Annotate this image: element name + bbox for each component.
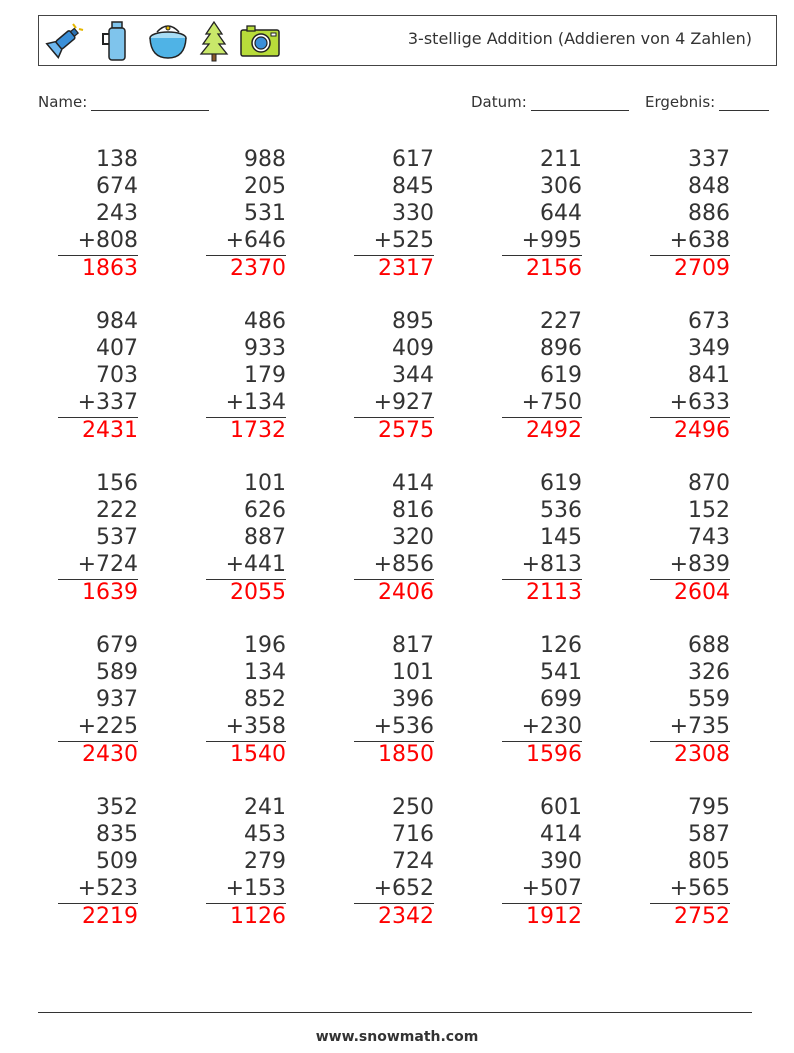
addend-with-plus: +750 [521, 390, 582, 415]
addend: 841 [688, 363, 730, 388]
addend: 852 [244, 687, 286, 712]
pot-icon [147, 20, 189, 62]
addend-with-plus: +652 [373, 876, 434, 901]
addend: 279 [244, 849, 286, 874]
addition-problem [58, 470, 138, 606]
addend: 205 [244, 174, 286, 199]
addend-with-plus: +735 [669, 714, 730, 739]
addend: 601 [540, 795, 582, 820]
addend: 414 [540, 822, 582, 847]
addition-problem [206, 794, 286, 930]
addend: 243 [96, 201, 138, 226]
addend: 835 [96, 822, 138, 847]
addend: 409 [392, 336, 434, 361]
addend: 536 [540, 498, 582, 523]
answer: 2431 [82, 418, 138, 443]
addend: 344 [392, 363, 434, 388]
addend-with-plus: +839 [669, 552, 730, 577]
answer: 2492 [526, 418, 582, 443]
addend: 509 [96, 849, 138, 874]
addend: 805 [688, 849, 730, 874]
addend-with-plus: +856 [373, 552, 434, 577]
addend-with-plus: +153 [225, 876, 286, 901]
answer: 2113 [526, 580, 582, 605]
addend: 688 [688, 633, 730, 658]
addition-problem [206, 146, 286, 282]
addend: 531 [244, 201, 286, 226]
answer: 1850 [378, 742, 434, 767]
addition-problem [502, 794, 582, 930]
answer: 2317 [378, 256, 434, 281]
addend: 453 [244, 822, 286, 847]
addend: 617 [392, 147, 434, 172]
addend: 795 [688, 795, 730, 820]
addition-problem [206, 308, 286, 444]
addend: 626 [244, 498, 286, 523]
addend: 152 [688, 498, 730, 523]
addend: 679 [96, 633, 138, 658]
worksheet-title: 3-stellige Addition (Addieren von 4 Zahlen) [407, 29, 752, 48]
addend: 703 [96, 363, 138, 388]
addend: 848 [688, 174, 730, 199]
addend-with-plus: +134 [225, 390, 286, 415]
addend: 241 [244, 795, 286, 820]
addition-problem [502, 146, 582, 282]
addend: 156 [96, 471, 138, 496]
addition-problem [650, 308, 730, 444]
addend: 886 [688, 201, 730, 226]
addend-with-plus: +225 [77, 714, 138, 739]
addend: 984 [96, 309, 138, 334]
addition-problem [58, 794, 138, 930]
name-label: Name: [38, 93, 88, 111]
name-line [91, 96, 209, 111]
answer: 2604 [674, 580, 730, 605]
addend: 306 [540, 174, 582, 199]
addend: 145 [540, 525, 582, 550]
answer: 2430 [82, 742, 138, 767]
addend: 486 [244, 309, 286, 334]
addend: 870 [688, 471, 730, 496]
addend: 101 [392, 660, 434, 685]
addend: 587 [688, 822, 730, 847]
addend-with-plus: +813 [521, 552, 582, 577]
addition-problem [502, 308, 582, 444]
addend: 101 [244, 471, 286, 496]
addend: 724 [392, 849, 434, 874]
addend: 330 [392, 201, 434, 226]
addition-problem [354, 308, 434, 444]
answer: 1639 [82, 580, 138, 605]
addend-with-plus: +523 [77, 876, 138, 901]
addend: 138 [96, 147, 138, 172]
addend: 743 [688, 525, 730, 550]
answer: 2055 [230, 580, 286, 605]
answer: 2406 [378, 580, 434, 605]
answer: 1732 [230, 418, 286, 443]
tree-icon [199, 20, 229, 62]
result-field [645, 93, 769, 111]
result-line [719, 96, 769, 111]
addend-with-plus: +927 [373, 390, 434, 415]
answer: 2709 [674, 256, 730, 281]
addend: 541 [540, 660, 582, 685]
addend: 227 [540, 309, 582, 334]
addend: 396 [392, 687, 434, 712]
addend: 196 [244, 633, 286, 658]
addend: 816 [392, 498, 434, 523]
addend: 644 [540, 201, 582, 226]
addend: 407 [96, 336, 138, 361]
addend: 126 [540, 633, 582, 658]
addend: 619 [540, 471, 582, 496]
answer: 1540 [230, 742, 286, 767]
date-label: Datum: [471, 93, 527, 111]
addition-problem [650, 794, 730, 930]
addition-problem [58, 146, 138, 282]
addition-problem [206, 632, 286, 768]
addend: 716 [392, 822, 434, 847]
addend: 337 [688, 147, 730, 172]
addition-problem [650, 146, 730, 282]
addend-with-plus: +638 [669, 228, 730, 253]
addend: 895 [392, 309, 434, 334]
name-field [38, 93, 209, 111]
addition-problem [502, 470, 582, 606]
addend: 673 [688, 309, 730, 334]
addend: 896 [540, 336, 582, 361]
addition-problem [206, 470, 286, 606]
addend-with-plus: +633 [669, 390, 730, 415]
footer-divider [38, 1012, 752, 1013]
addition-problem [650, 470, 730, 606]
answer: 2156 [526, 256, 582, 281]
addend-with-plus: +507 [521, 876, 582, 901]
addend: 988 [244, 147, 286, 172]
addend-with-plus: +441 [225, 552, 286, 577]
addend: 352 [96, 795, 138, 820]
thermos-icon [95, 20, 137, 62]
addend: 699 [540, 687, 582, 712]
addend-with-plus: +995 [521, 228, 582, 253]
addend-with-plus: +337 [77, 390, 138, 415]
answer: 2496 [674, 418, 730, 443]
addend: 845 [392, 174, 434, 199]
addend: 414 [392, 471, 434, 496]
answer: 2370 [230, 256, 286, 281]
addition-problem [354, 146, 434, 282]
flashlight-icon [43, 20, 85, 62]
footer-site: www.snowmath.com [315, 1029, 479, 1045]
addend: 817 [392, 633, 434, 658]
addend: 933 [244, 336, 286, 361]
addend: 349 [688, 336, 730, 361]
answer: 1912 [526, 904, 582, 929]
addend-with-plus: +565 [669, 876, 730, 901]
addend: 937 [96, 687, 138, 712]
date-line [531, 96, 629, 111]
addend-with-plus: +230 [521, 714, 582, 739]
addend: 326 [688, 660, 730, 685]
addend: 674 [96, 174, 138, 199]
addend: 179 [244, 363, 286, 388]
addend: 222 [96, 498, 138, 523]
addend: 134 [244, 660, 286, 685]
result-label: Ergebnis: [645, 93, 716, 111]
answer: 1126 [230, 904, 286, 929]
addend: 559 [688, 687, 730, 712]
addition-problem [58, 632, 138, 768]
addend: 887 [244, 525, 286, 550]
addend-with-plus: +525 [373, 228, 434, 253]
addition-problem [502, 632, 582, 768]
addend: 619 [540, 363, 582, 388]
addend: 211 [540, 147, 582, 172]
date-field [471, 93, 629, 111]
answer: 2308 [674, 742, 730, 767]
camera-icon [239, 20, 281, 62]
addend: 250 [392, 795, 434, 820]
addition-problem [354, 794, 434, 930]
answer: 2575 [378, 418, 434, 443]
answer: 2752 [674, 904, 730, 929]
addend-with-plus: +724 [77, 552, 138, 577]
answer: 1863 [82, 256, 138, 281]
addition-problem [354, 632, 434, 768]
addend: 537 [96, 525, 138, 550]
answer: 2342 [378, 904, 434, 929]
addition-problem [354, 470, 434, 606]
addition-problem [650, 632, 730, 768]
icon-strip [43, 20, 281, 62]
answer: 2219 [82, 904, 138, 929]
header-box [38, 15, 777, 66]
addend: 320 [392, 525, 434, 550]
addend-with-plus: +646 [225, 228, 286, 253]
addition-problem [58, 308, 138, 444]
answer: 1596 [526, 742, 582, 767]
addend-with-plus: +358 [225, 714, 286, 739]
addend-with-plus: +808 [77, 228, 138, 253]
addend: 589 [96, 660, 138, 685]
addend-with-plus: +536 [373, 714, 434, 739]
addend: 390 [540, 849, 582, 874]
